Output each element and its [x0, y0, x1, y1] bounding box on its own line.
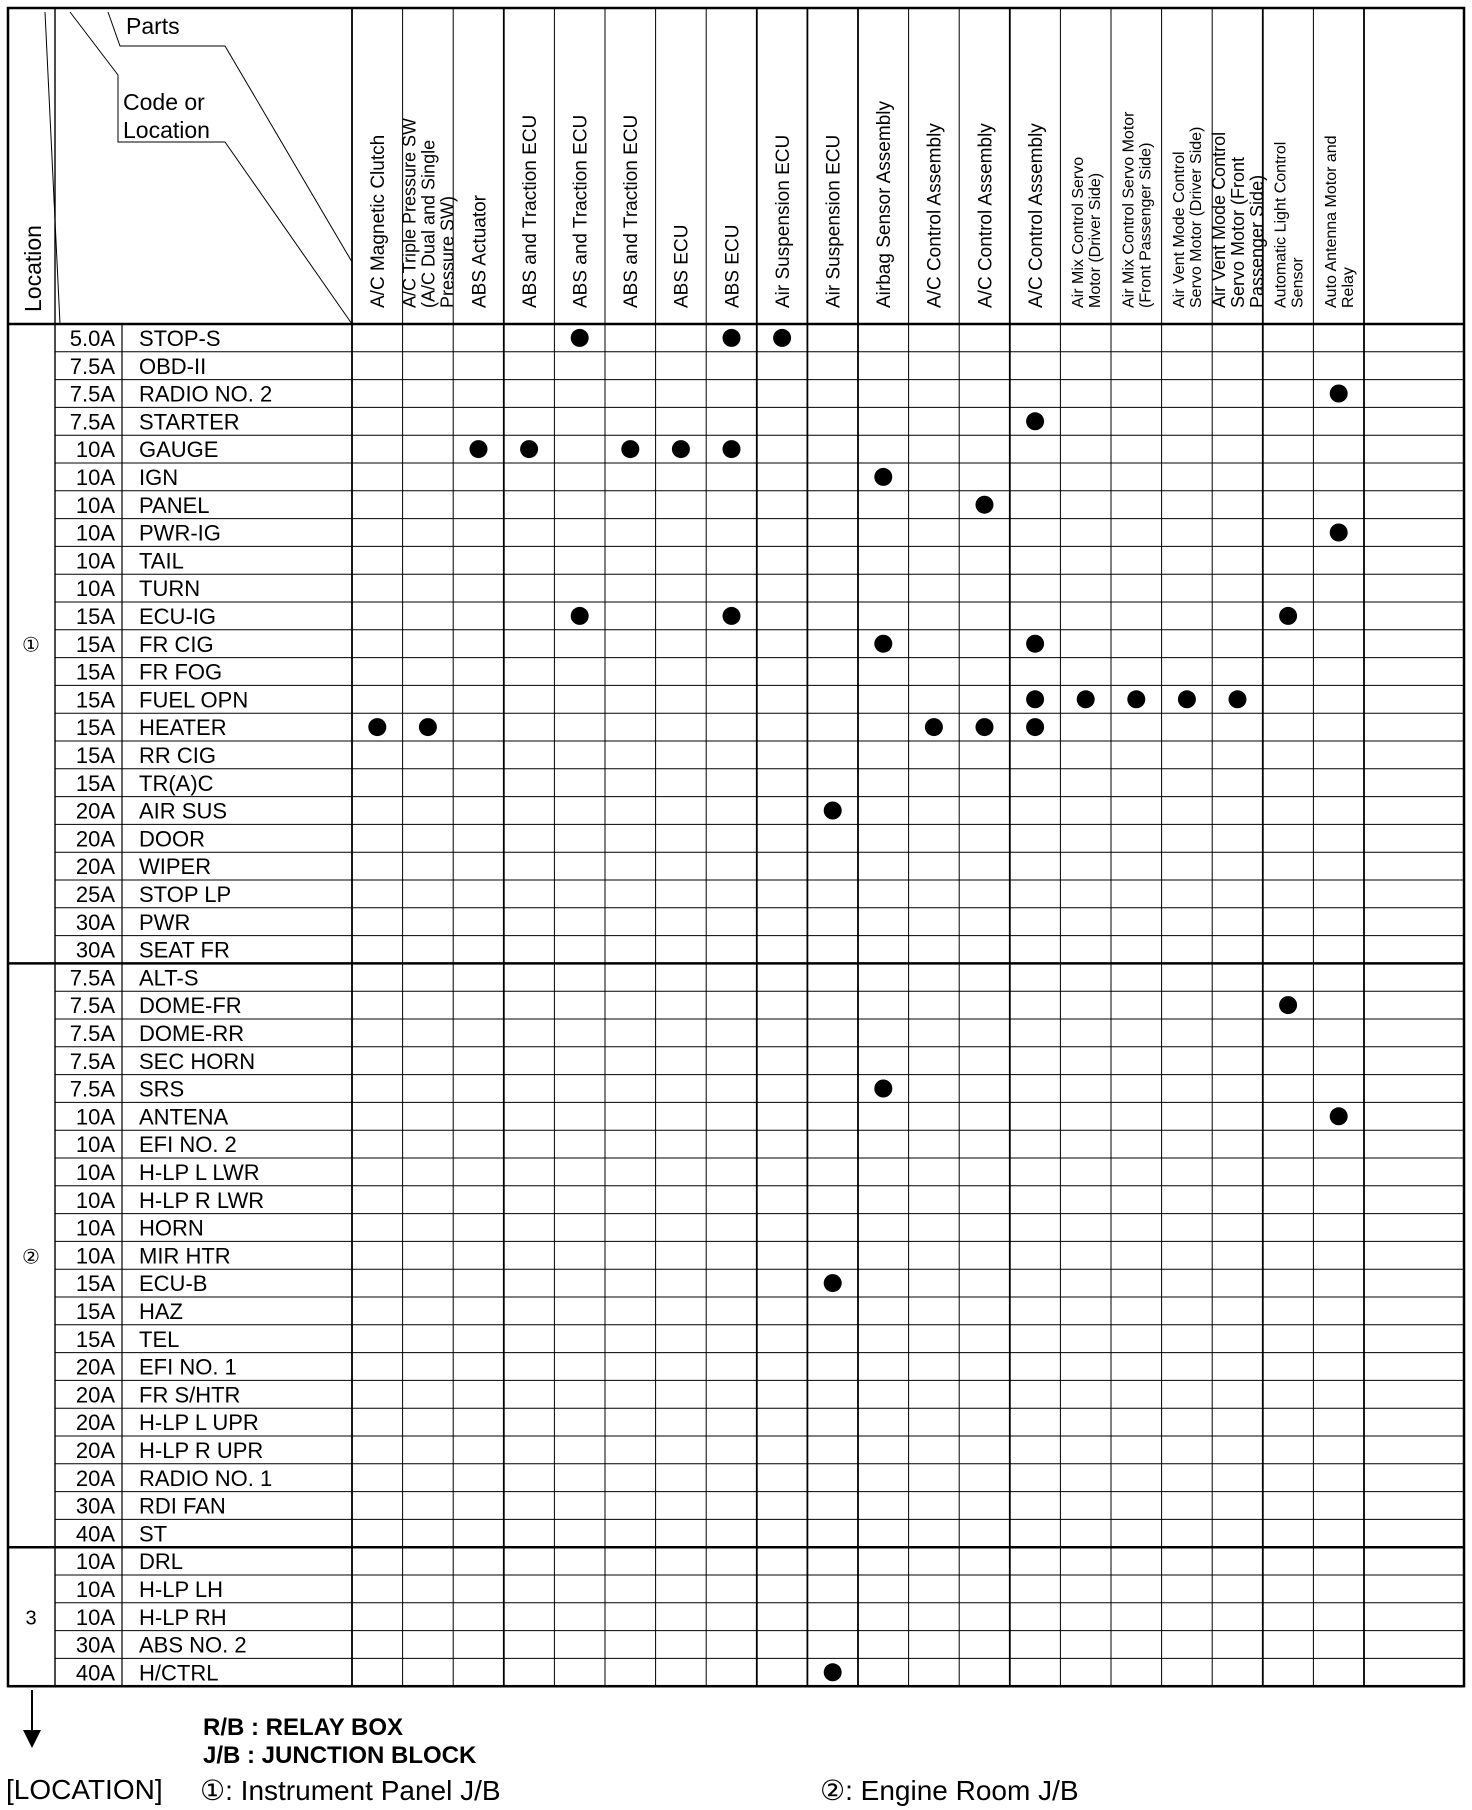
part-column-header: Airbag Sensor Assembly — [874, 101, 896, 308]
fuse-amperage: 10A — [75, 1604, 115, 1630]
fuse-name: FUEL OPN — [139, 687, 249, 713]
fuse-amperage: 10A — [75, 1215, 115, 1241]
connection-dot — [1178, 690, 1196, 708]
fuse-name: DOME-FR — [139, 993, 242, 1019]
fuse-amperage: 10A — [75, 520, 115, 546]
fuse-amperage: 15A — [75, 1299, 115, 1324]
connection-dot — [824, 1663, 842, 1681]
legend-location-label: [LOCATION] — [6, 1774, 163, 1805]
connection-dot — [1279, 607, 1297, 625]
fuse-name: GAUGE — [139, 437, 219, 463]
connection-dot — [571, 329, 589, 347]
legend-location-2: ②: Engine Room J/B — [820, 1775, 1079, 1806]
connection-dot — [824, 1274, 842, 1292]
fuse-amperage: 7.5A — [69, 353, 115, 379]
part-column-header: (A/C Dual and Single — [418, 139, 439, 308]
part-column-header: Air Mix Control Servo — [1069, 156, 1087, 308]
part-column-header: Air Vent Mode Control — [1171, 151, 1189, 308]
fuse-name: ALT-S — [139, 965, 199, 991]
fuse-name: EFI NO. 2 — [139, 1132, 237, 1158]
fuse-amperage: 20A — [75, 1410, 115, 1436]
part-column-header: Relay — [1339, 267, 1357, 308]
fuse-amperage: 10A — [75, 1549, 115, 1575]
fuse-name: FR FOG — [139, 659, 223, 685]
connection-dot — [874, 635, 892, 653]
location-symbol: 3 — [25, 1607, 37, 1630]
fuse-amperage: 20A — [75, 826, 115, 852]
fuse-name: H-LP RH — [139, 1604, 227, 1630]
fuse-amperage: 15A — [75, 604, 115, 629]
fuse-name: ANTENA — [139, 1104, 229, 1130]
fuse-name: DOOR — [139, 826, 205, 852]
fuse-amperage: 7.5A — [69, 965, 115, 991]
fuse-name: OBD-II — [139, 353, 207, 379]
header — [20, 13, 210, 312]
fuse-amperage: 20A — [75, 1382, 115, 1408]
fuse-amperage: 7.5A — [69, 381, 115, 407]
connection-dot — [368, 718, 386, 736]
part-column-header: Air Mix Control Servo Motor — [1120, 111, 1138, 308]
fuse-name: TEL — [139, 1326, 180, 1352]
down-arrow-icon — [20, 1690, 44, 1750]
fuse-name: H-LP LH — [139, 1577, 223, 1602]
connection-dot — [1077, 690, 1095, 708]
part-column-header: Pressure SW) — [437, 195, 458, 308]
part-column-header: Auto Antenna Motor and — [1322, 135, 1340, 308]
fuse-amperage: 20A — [75, 798, 115, 824]
fuse-amperage: 20A — [75, 1354, 115, 1380]
fuse-amperage: 10A — [75, 465, 115, 490]
connection-dot — [925, 718, 943, 736]
connection-dot — [1026, 690, 1044, 708]
connection-dot — [621, 440, 639, 458]
fuse-name: STOP LP — [139, 882, 232, 907]
connection-dot — [723, 607, 741, 625]
fuse-name: H-LP R UPR — [139, 1438, 264, 1463]
connection-dot — [1330, 385, 1348, 403]
fuse-amperage: 20A — [75, 1465, 115, 1491]
part-column-header: A/C Control Assembly — [1025, 123, 1047, 308]
connection-dot — [824, 802, 842, 820]
connection-dot — [1026, 718, 1044, 736]
fuse-name: HAZ — [139, 1299, 183, 1324]
fuse-amperage: 10A — [75, 1160, 115, 1185]
fuse-name: SRS — [139, 1076, 185, 1102]
connection-dot — [1229, 690, 1247, 708]
parts-label: Parts — [126, 13, 180, 39]
fuse-name: H/CTRL — [139, 1660, 219, 1686]
fuse-name: RDI FAN — [139, 1493, 226, 1519]
fuse-name: SEC HORN — [139, 1048, 256, 1074]
fuse-amperage: 10A — [75, 1243, 115, 1269]
fuse-amperage: 10A — [75, 548, 115, 574]
part-column-header: A/C Magnetic Clutch — [368, 134, 390, 308]
code-label-line2: Location — [123, 117, 210, 143]
fuse-name: H-LP R LWR — [139, 1187, 265, 1213]
connection-dot — [1127, 690, 1145, 708]
fuse-name: IGN — [139, 465, 179, 490]
part-column-header: Passenger Side) — [1246, 174, 1267, 308]
connection-dot — [976, 718, 994, 736]
fuse-amperage: 20A — [75, 854, 115, 880]
part-column-header: Air Suspension ECU — [823, 134, 845, 308]
connection-dot — [773, 329, 791, 347]
connection-dot — [470, 440, 488, 458]
fuse-amperage: 30A — [75, 937, 115, 963]
part-column-header: A/C Control Assembly — [975, 123, 997, 308]
fuse-name: ECU-IG — [139, 604, 216, 629]
fuse-amperage: 15A — [75, 1326, 115, 1352]
location-symbol: ② — [22, 1246, 40, 1269]
fuse-amperage: 30A — [75, 909, 115, 935]
connection-dot — [520, 440, 538, 458]
fuse-rows — [22, 326, 272, 1685]
fuse-amperage: 7.5A — [69, 1048, 115, 1074]
fuse-name: PANEL — [139, 492, 210, 518]
fuse-name: RADIO NO. 1 — [139, 1465, 273, 1491]
code-label-line1: Code or — [123, 89, 205, 115]
fuse-name: HEATER — [139, 715, 227, 741]
connection-dot — [723, 329, 741, 347]
part-column-header: ABS and Traction ECU — [570, 114, 592, 308]
location-symbol: ① — [22, 634, 40, 657]
fuse-amperage: 10A — [75, 1577, 115, 1602]
fuse-amperage: 7.5A — [69, 1076, 115, 1102]
fuse-amperage: 10A — [75, 492, 115, 518]
part-column-header: Servo Motor (Front — [1227, 156, 1248, 308]
fuse-amperage: 15A — [75, 715, 115, 741]
part-column-header: ABS ECU — [671, 224, 693, 308]
fuse-name: AIR SUS — [139, 798, 228, 824]
fuse-amperage: 15A — [75, 687, 115, 713]
fuse-amperage: 7.5A — [69, 993, 115, 1019]
fuse-name: RR CIG — [139, 743, 216, 768]
connection-dot — [1330, 1107, 1348, 1125]
fuse-name: PWR-IG — [139, 520, 221, 546]
part-column-header: (Front Passenger Side) — [1137, 142, 1155, 308]
part-column-header: A/C Control Assembly — [924, 123, 946, 308]
fuse-name: TURN — [139, 576, 201, 602]
fuse-name: PWR — [139, 909, 191, 935]
connection-dot — [723, 440, 741, 458]
connection-dot — [1026, 635, 1044, 653]
connection-dot — [874, 1080, 892, 1098]
fuse-name: FR CIG — [139, 631, 214, 657]
fuse-amperage: 10A — [75, 1132, 115, 1158]
fuse-amperage: 7.5A — [69, 409, 115, 435]
fuse-amperage: 15A — [75, 631, 115, 657]
fuse-name: WIPER — [139, 854, 212, 880]
fuse-name: TAIL — [139, 548, 184, 574]
fuse-name: ST — [139, 1521, 168, 1547]
part-column-header: Sensor — [1289, 257, 1307, 308]
location-header: Location — [20, 225, 46, 312]
fuse-name: DOME-RR — [139, 1021, 245, 1046]
fuse-amperage: 30A — [75, 1493, 115, 1519]
connection-dot — [1026, 412, 1044, 430]
part-column-header: Motor (Driver Side) — [1086, 172, 1104, 308]
fuse-name: ABS NO. 2 — [139, 1632, 247, 1658]
fuse-name: MIR HTR — [139, 1243, 231, 1269]
column-headers — [368, 101, 1357, 308]
fuse-amperage: 10A — [75, 576, 115, 602]
fuse-name: DRL — [139, 1549, 184, 1575]
fuse-name: H-LP L LWR — [139, 1160, 260, 1185]
fuse-amperage: 20A — [75, 1438, 115, 1463]
fuse-amperage: 40A — [75, 1521, 115, 1547]
connection-dot — [976, 496, 994, 514]
part-column-header: Automatic Light Control — [1272, 141, 1290, 308]
fuse-amperage: 25A — [75, 882, 115, 907]
fuse-amperage: 15A — [75, 770, 115, 796]
part-column-header: ABS and Traction ECU — [621, 114, 643, 308]
legend-relay-box: R/B : RELAY BOX — [203, 1714, 404, 1741]
fuse-name: ECU-B — [139, 1271, 208, 1297]
legend-junction-block: J/B : JUNCTION BLOCK — [203, 1742, 477, 1769]
part-column-header: Servo Motor (Driver Side) — [1188, 126, 1206, 308]
fuse-amperage: 7.5A — [69, 1021, 115, 1046]
fuse-amperage: 30A — [75, 1632, 115, 1658]
fuse-name: HORN — [139, 1215, 204, 1241]
connection-dot — [1330, 524, 1348, 542]
fuse-name: TR(A)C — [139, 770, 214, 796]
fuse-name: FR S/HTR — [139, 1382, 241, 1408]
fuse-amperage: 5.0A — [69, 326, 115, 351]
fuse-amperage: 10A — [75, 1104, 115, 1130]
fuse-name: RADIO NO. 2 — [139, 381, 273, 407]
legend-location-1: ①: Instrument Panel J/B — [200, 1775, 501, 1806]
part-column-header: ABS and Traction ECU — [519, 114, 541, 308]
part-column-header: Air Suspension ECU — [772, 134, 794, 308]
fuse-amperage: 10A — [75, 1187, 115, 1213]
fuse-amperage: 40A — [75, 1660, 115, 1686]
connection-dot — [1279, 996, 1297, 1014]
fuse-name: H-LP L UPR — [139, 1410, 259, 1436]
fuse-name: SEAT FR — [139, 937, 230, 963]
connection-dot — [571, 607, 589, 625]
connection-dot — [419, 718, 437, 736]
header-diagonal — [45, 12, 60, 324]
connection-dot — [672, 440, 690, 458]
part-column-header: A/C Triple Pressure SW — [399, 117, 420, 308]
connection-dot — [874, 468, 892, 486]
fuse-amperage: 15A — [75, 1271, 115, 1297]
fuse-name: STARTER — [139, 409, 240, 435]
fuse-name: EFI NO. 1 — [139, 1354, 237, 1380]
fuse-amperage: 15A — [75, 743, 115, 768]
part-column-header: ABS Actuator — [469, 194, 491, 308]
part-column-header: Air Vent Mode Control — [1208, 131, 1229, 308]
header-diagonal — [70, 12, 352, 324]
fuse-amperage: 15A — [75, 659, 115, 685]
fuse-amperage: 10A — [75, 437, 115, 463]
part-column-header: ABS ECU — [722, 224, 744, 308]
fuse-name: STOP-S — [139, 326, 221, 351]
